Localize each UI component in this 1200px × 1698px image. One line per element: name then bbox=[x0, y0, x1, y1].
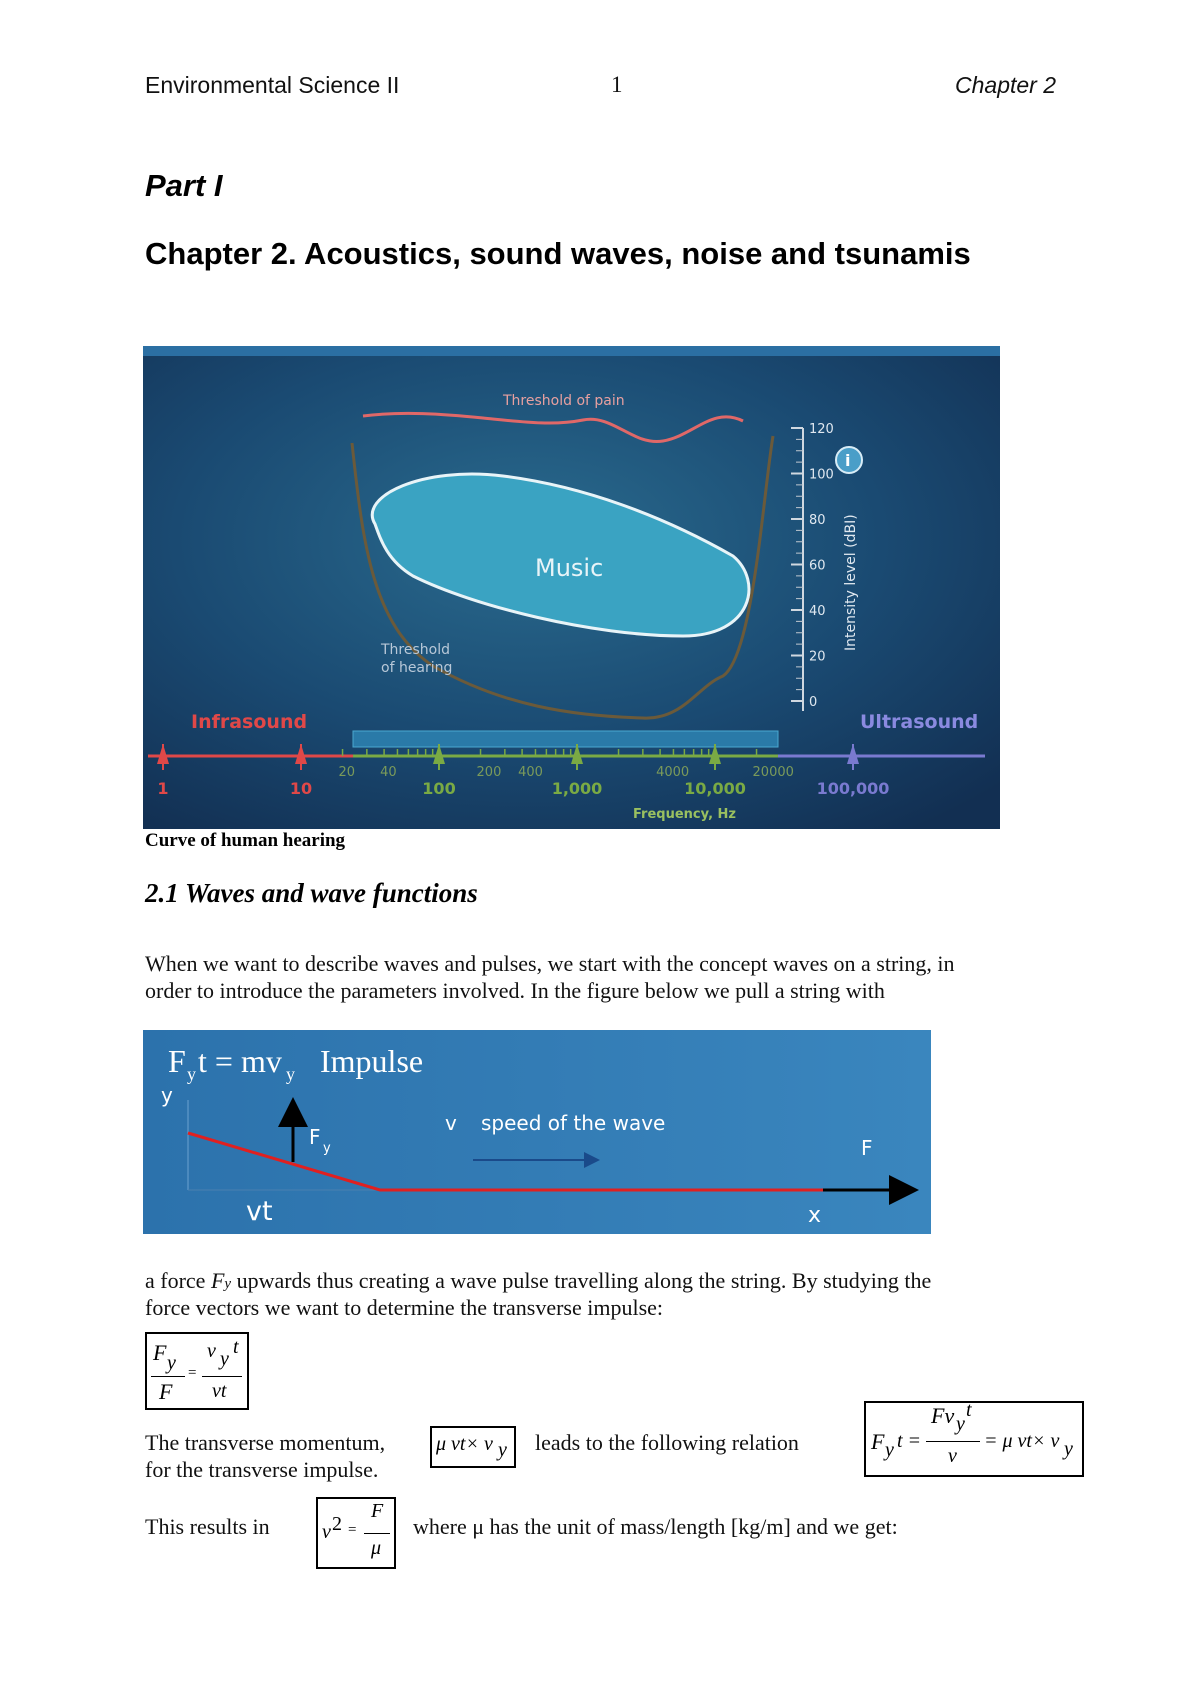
frequency-small-label: 200 bbox=[476, 765, 502, 780]
music-label: Music bbox=[535, 554, 604, 582]
formula-ratio-num-right-t: t bbox=[233, 1336, 239, 1358]
formula-impulse-lhs-F: F bbox=[871, 1429, 885, 1454]
intensity-tick-label: 60 bbox=[809, 558, 826, 574]
formula-momentum-box bbox=[430, 1426, 516, 1468]
formula-ratio-box bbox=[145, 1332, 249, 1410]
formula-velocity-power: 2 bbox=[332, 1513, 342, 1535]
formula-momentum-sub: y bbox=[498, 1439, 507, 1461]
force-label-sub: y bbox=[323, 1141, 331, 1156]
header-page-number: 1 bbox=[611, 72, 623, 97]
formula-ratio-num-left: F bbox=[153, 1340, 167, 1365]
header-course-title: Environmental Science II bbox=[145, 72, 400, 98]
threshold-of-pain-label: Threshold of pain bbox=[503, 393, 625, 409]
formula-impulse-box bbox=[864, 1401, 1084, 1477]
intensity-tick-label: 40 bbox=[809, 604, 826, 619]
intensity-tick-label: 0 bbox=[809, 695, 818, 710]
speed-label: speed of the wave bbox=[481, 1111, 666, 1135]
paragraph-1-line-2: order to introduce the parameters involved. In the figure below we pull a string with bbox=[145, 978, 885, 1003]
paragraph-2-post: upwards thus creating a wave pulse travelling along the string. By studying the bbox=[231, 1268, 932, 1293]
formula-impulse-lhs-t: t = bbox=[897, 1430, 922, 1452]
frequency-axis-label: Frequency, Hz bbox=[633, 807, 736, 822]
hearing-curve-figure bbox=[143, 346, 1000, 829]
force-label: F bbox=[309, 1125, 321, 1149]
formula-impulse-lhs-sub: y bbox=[885, 1439, 894, 1461]
impulse-equation-rest: t = mv bbox=[198, 1043, 282, 1079]
vt-label: vt bbox=[246, 1196, 273, 1227]
frequency-small-label: 40 bbox=[380, 765, 397, 780]
formula-impulse-num-sub: y bbox=[956, 1413, 965, 1435]
formula-ratio-num-left-sub: y bbox=[167, 1352, 176, 1374]
part-label: Part I bbox=[145, 168, 223, 203]
impulse-equation-sub-y2: y bbox=[286, 1064, 295, 1084]
impulse-equation-sub-y: y bbox=[187, 1064, 196, 1084]
threshold-of-hearing-label-1: Threshold bbox=[381, 642, 450, 658]
paragraph-2-var-F: F bbox=[210, 1268, 225, 1293]
section-title: 2.1 Waves and wave functions bbox=[145, 878, 478, 908]
intensity-axis-label: Intensity level (dBI) bbox=[843, 514, 859, 651]
frequency-small-label: 4000 bbox=[656, 765, 690, 780]
paragraph-4-pre: This results in bbox=[145, 1514, 270, 1539]
formula-impulse-rhs: = μ vt× v bbox=[984, 1430, 1060, 1452]
intensity-tick-label: 20 bbox=[809, 649, 826, 665]
formula-momentum-expr: μ vt× v bbox=[436, 1433, 493, 1455]
impulse-equation-F: F bbox=[168, 1043, 186, 1079]
paragraph-4-post: where μ has the unit of mass/length [kg/m] and we get: bbox=[413, 1514, 898, 1539]
formula-ratio-num-right-v: v bbox=[207, 1340, 216, 1362]
formula-ratio-equals: = bbox=[188, 1365, 197, 1381]
frequency-main-label: 100 bbox=[422, 779, 456, 798]
paragraph-1-line-1: When we want to describe waves and pulses, we start with the concept waves on a string, in bbox=[145, 951, 955, 976]
paragraph-2-line-2: force vectors we want to determine the transverse impulse: bbox=[145, 1295, 664, 1320]
formula-impulse-num-t: t bbox=[966, 1399, 972, 1421]
formula-ratio-bar-right bbox=[202, 1376, 242, 1377]
intensity-tick-label: 100 bbox=[809, 467, 834, 483]
frequency-main-label: 10 bbox=[289, 779, 313, 798]
frequency-small-label: 400 bbox=[518, 765, 543, 780]
intensity-tick-label: 80 bbox=[809, 513, 826, 528]
formula-impulse-bar bbox=[926, 1441, 980, 1442]
formula-velocity-box bbox=[316, 1497, 396, 1569]
frequency-main-label: 1 bbox=[157, 779, 169, 798]
tension-label: F bbox=[861, 1136, 873, 1160]
formula-ratio-den-right: vt bbox=[212, 1380, 227, 1402]
paragraph-3-line-2: for the transverse impulse. bbox=[145, 1457, 379, 1482]
formula-velocity-bar bbox=[364, 1533, 390, 1534]
formula-velocity-equals: = bbox=[348, 1522, 357, 1538]
frequency-main-label: 1,000 bbox=[551, 779, 603, 798]
formula-ratio-bar-left bbox=[151, 1376, 185, 1377]
chapter-title: Chapter 2. Acoustics, sound waves, noise and tsunamis bbox=[145, 236, 971, 271]
figure-top-band bbox=[143, 346, 1000, 356]
paragraph-2-var-y: y bbox=[224, 1276, 232, 1292]
paragraph-3-mid: leads to the following relation bbox=[535, 1430, 799, 1455]
formula-velocity-num: F bbox=[371, 1500, 384, 1522]
frequency-main-label: 10,000 bbox=[684, 779, 746, 798]
formula-velocity-lhs: v bbox=[322, 1521, 331, 1543]
x-axis-label: x bbox=[808, 1203, 822, 1228]
figure-caption: Curve of human hearing bbox=[145, 830, 346, 851]
formula-ratio-den-left: F bbox=[159, 1379, 173, 1404]
formula-velocity-den: μ bbox=[371, 1537, 382, 1559]
y-axis-label: y bbox=[161, 1083, 173, 1107]
formula-ratio-num-right-sub: y bbox=[220, 1348, 229, 1370]
info-icon-glyph: i bbox=[845, 451, 851, 470]
frequency-small-label: 20000 bbox=[752, 765, 794, 780]
intensity-tick-label: 120 bbox=[809, 422, 834, 437]
frequency-main-label: 100,000 bbox=[816, 779, 890, 798]
impulse-word: Impulse bbox=[320, 1043, 424, 1079]
paragraph-2-pre: a force bbox=[145, 1268, 211, 1293]
header-chapter: Chapter 2 bbox=[955, 72, 1057, 98]
v-label: v bbox=[445, 1111, 457, 1135]
infrasound-label: Infrasound bbox=[191, 711, 308, 733]
formula-impulse-num-Fv: Fv bbox=[931, 1403, 955, 1428]
paragraph-3-pre: The transverse momentum, bbox=[145, 1430, 386, 1455]
frequency-small-label: 20 bbox=[338, 765, 356, 780]
formula-impulse-den: v bbox=[948, 1445, 957, 1467]
threshold-of-hearing-label-2: of hearing bbox=[381, 660, 453, 676]
formula-impulse-rhs-sub: y bbox=[1064, 1438, 1073, 1460]
ultrasound-label: Ultrasound bbox=[860, 711, 979, 733]
impulse-figure bbox=[143, 1030, 931, 1234]
